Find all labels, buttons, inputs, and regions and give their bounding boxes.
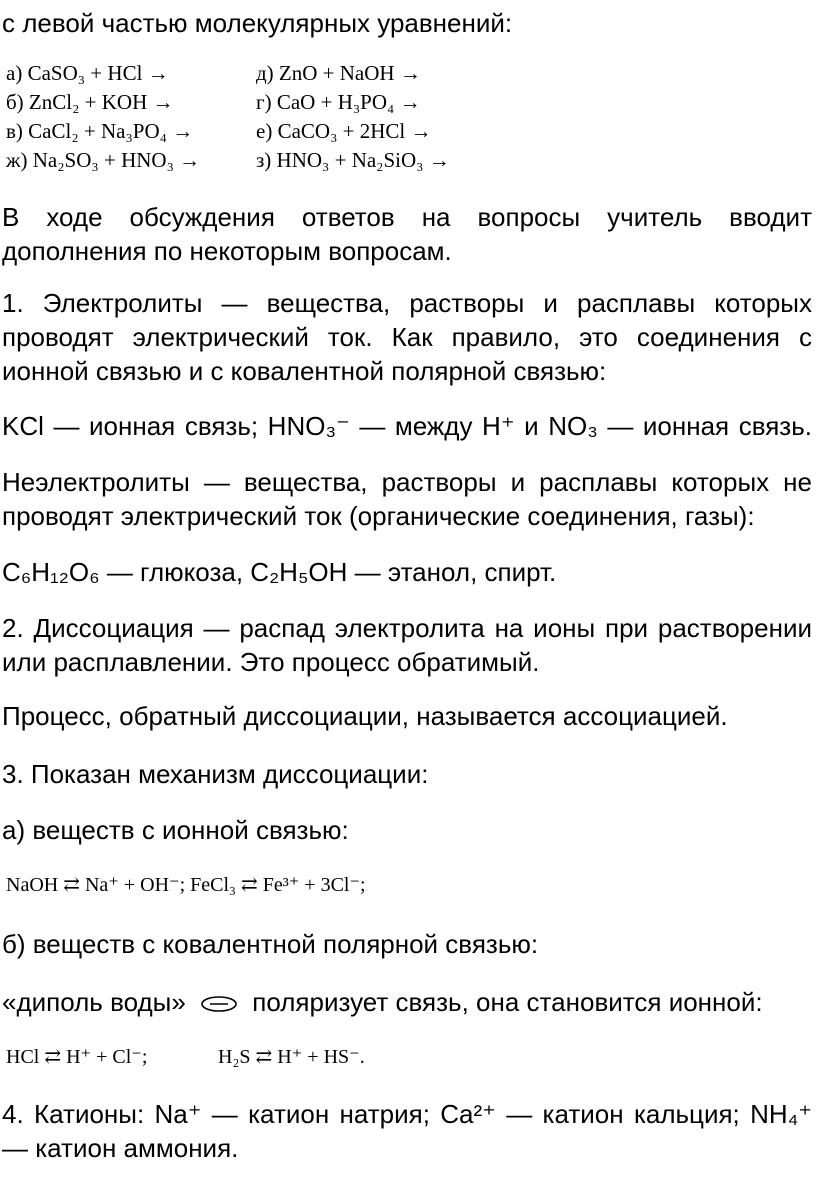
dipole-paragraph (2, 985, 812, 1019)
reaction-item: г) CaO + H₃PO₄ → (256, 90, 421, 114)
reaction-item: з) HNO₃ + Na₂SiO₃ → (256, 148, 450, 172)
covalent-heading: б) веществ с ковалентной полярной связью: (2, 929, 539, 959)
reaction-item: д) ZnO + NaOH → (256, 61, 421, 85)
electrolytes-paragraph: 1. Электролиты — вещества, растворы и расплавы которых проводят электрический ток. Как правило, это соединения с ионной связью и с ковалентной полярной связью: (2, 288, 812, 386)
water-dipole-icon (197, 988, 241, 1008)
cations-paragraph: 4. Катионы: Na⁺ — катион натрия; Ca²⁺ — катион кальция; NH₄⁺ — катион аммония. (2, 1099, 812, 1163)
discussion-paragraph: В ходе обсуждения ответов на вопросы учитель вводит дополнения по некоторым вопросам. (2, 202, 812, 266)
reaction-item: в) CaCl₂ + Na₃PO₄ → (6, 119, 194, 143)
ionic-equations: NaOH ⇄ Na⁺ + OH⁻; FeCl₃ ⇄ Fe³⁺ + 3Cl⁻; (6, 874, 366, 896)
nonelectrolyte-examples: C₆H₁₂O₆ — глюкоза, C₂H₅OH — этанол, спирт. (2, 557, 557, 587)
intro-text: с левой частью молекулярных уравнений: (2, 8, 513, 38)
covalent-equation-hcl: HCl ⇄ H⁺ + Cl⁻; (6, 1046, 148, 1068)
covalent-equation-h2s: H₂S ⇄ H⁺ + HS⁻. (218, 1046, 365, 1068)
reaction-item: ж) Na₂SO₃ + HNO₃ → (6, 148, 201, 172)
dissociation-paragraph: 2. Диссоциация — распад электролита на ионы при растворении или расплавлении. Это процесс обратимый. (2, 613, 812, 677)
nonelectrolytes-paragraph: Неэлектролиты — вещества, растворы и расплавы которых не проводят электрический ток (органические соединения, газы): (2, 467, 812, 531)
reaction-item: б) ZnCl₂ + KOH → (6, 90, 174, 114)
reaction-item: е) CaCO₃ + 2HCl → (256, 119, 432, 143)
association-paragraph: Процесс, обратный диссоциации, называется ассоциацией. (2, 701, 728, 731)
dipole-label: «диполь воды» (2, 987, 186, 1017)
dipole-description: поляризует связь, она становится ионной: (252, 987, 763, 1017)
mechanism-heading: 3. Показан механизм диссоциации: (2, 759, 429, 789)
electrolyte-examples: KCl — ионная связь; HNO₃⁻ — между H⁺ и NO₃ — ионная связь. (2, 411, 812, 441)
reaction-item: а) CaSO₃ + HCl → (6, 61, 169, 85)
ionic-heading: а) веществ с ионной связью: (2, 815, 349, 845)
